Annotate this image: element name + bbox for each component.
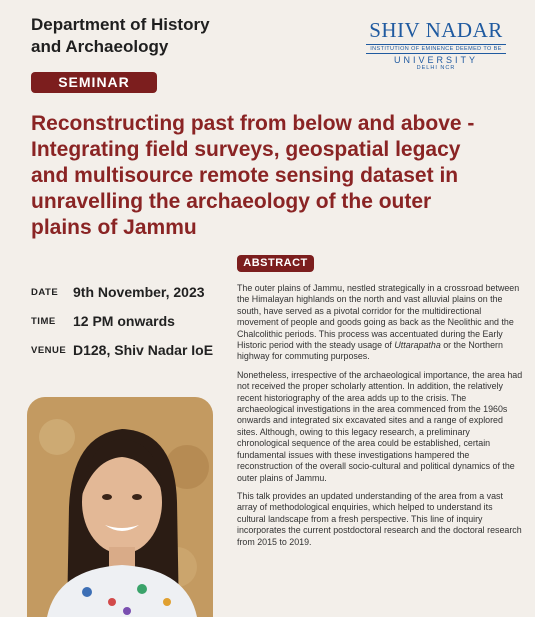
title-line-4: unravelling the archaeology of the outer — [31, 190, 432, 213]
logo-name: SHIV NADAR — [369, 18, 503, 42]
title-line-2: Integrating field surveys, geospatial legacy — [31, 138, 461, 161]
speaker-portrait — [27, 397, 213, 617]
seminar-title — [31, 111, 521, 241]
abstract-paragraph-2: Nonetheless, irrespective of the archaeological importance, the area had not received the proper scholarly attention. In addition, the relatively recent historiography of the area adds up to the crisis. The archaeological investigations in the area commenced from the 1960s onwards and integrated six excavated sites and a range of explored sites. Although, owing to this legacy research, a preliminary chronological sequence of the area could be established, certain fundamental issues with these investigations hampered the reconstruction of the overall socio-cultural and political dynamics of the outer plains of Jammu. — [237, 369, 523, 483]
abstract-text — [237, 283, 523, 555]
abstract-paragraph-3: This talk provides an updated understanding of the area from a vast array of methodological enquiries, which helped to understand its cultural landscape from a fresh perspective. This line of inquiry incorporates the current postdoctoral research and the doctoral research from 2015 to 2019. — [237, 490, 522, 547]
date-label: DATE — [31, 287, 59, 298]
title-line-3: and multisource remote sensing dataset in — [31, 164, 459, 187]
time-label: TIME — [31, 316, 56, 327]
university-logo — [362, 18, 510, 71]
date-value: 9th November, 2023 — [73, 284, 205, 300]
title-line-1: Reconstructing past from below and above - — [31, 112, 475, 135]
department-line-1: Department of History — [31, 15, 210, 34]
speaker-photo — [27, 397, 213, 617]
department-name — [31, 14, 210, 58]
logo-tagline: INSTITUTION OF EMINENCE DEEMED TO BE — [366, 44, 506, 54]
venue-label: VENUE — [31, 345, 67, 356]
abstract-p1-text: The outer plains of Jammu, nestled strategically in a crossroad between the Himalayan highlands on the north and vast alluvial plains on the south, have served as a pivotal corridor for the multidirectional movement of people and goods going as back as the Neolithic and the Chalcolithic periods. This process was accentuated during the Early Historic period with the steady usage of — [237, 283, 520, 351]
department-line-2: and Archaeology — [31, 37, 169, 56]
abstract-p1-text-end: or the Northern highway for commuting purposes. — [237, 340, 503, 362]
time-value: 12 PM onwards — [73, 313, 175, 329]
logo-university: UNIVERSITY — [393, 55, 478, 65]
abstract-badge: ABSTRACT — [237, 255, 314, 272]
seminar-badge: SEMINAR — [31, 72, 157, 93]
logo-location: DELHI NCR — [416, 65, 456, 71]
title-line-5: plains of Jammu — [31, 216, 197, 239]
abstract-paragraph-1 — [237, 283, 523, 363]
abstract-p1-italic: Uttarapatha — [394, 340, 441, 351]
venue-value: D128, Shiv Nadar IoE — [73, 342, 214, 358]
